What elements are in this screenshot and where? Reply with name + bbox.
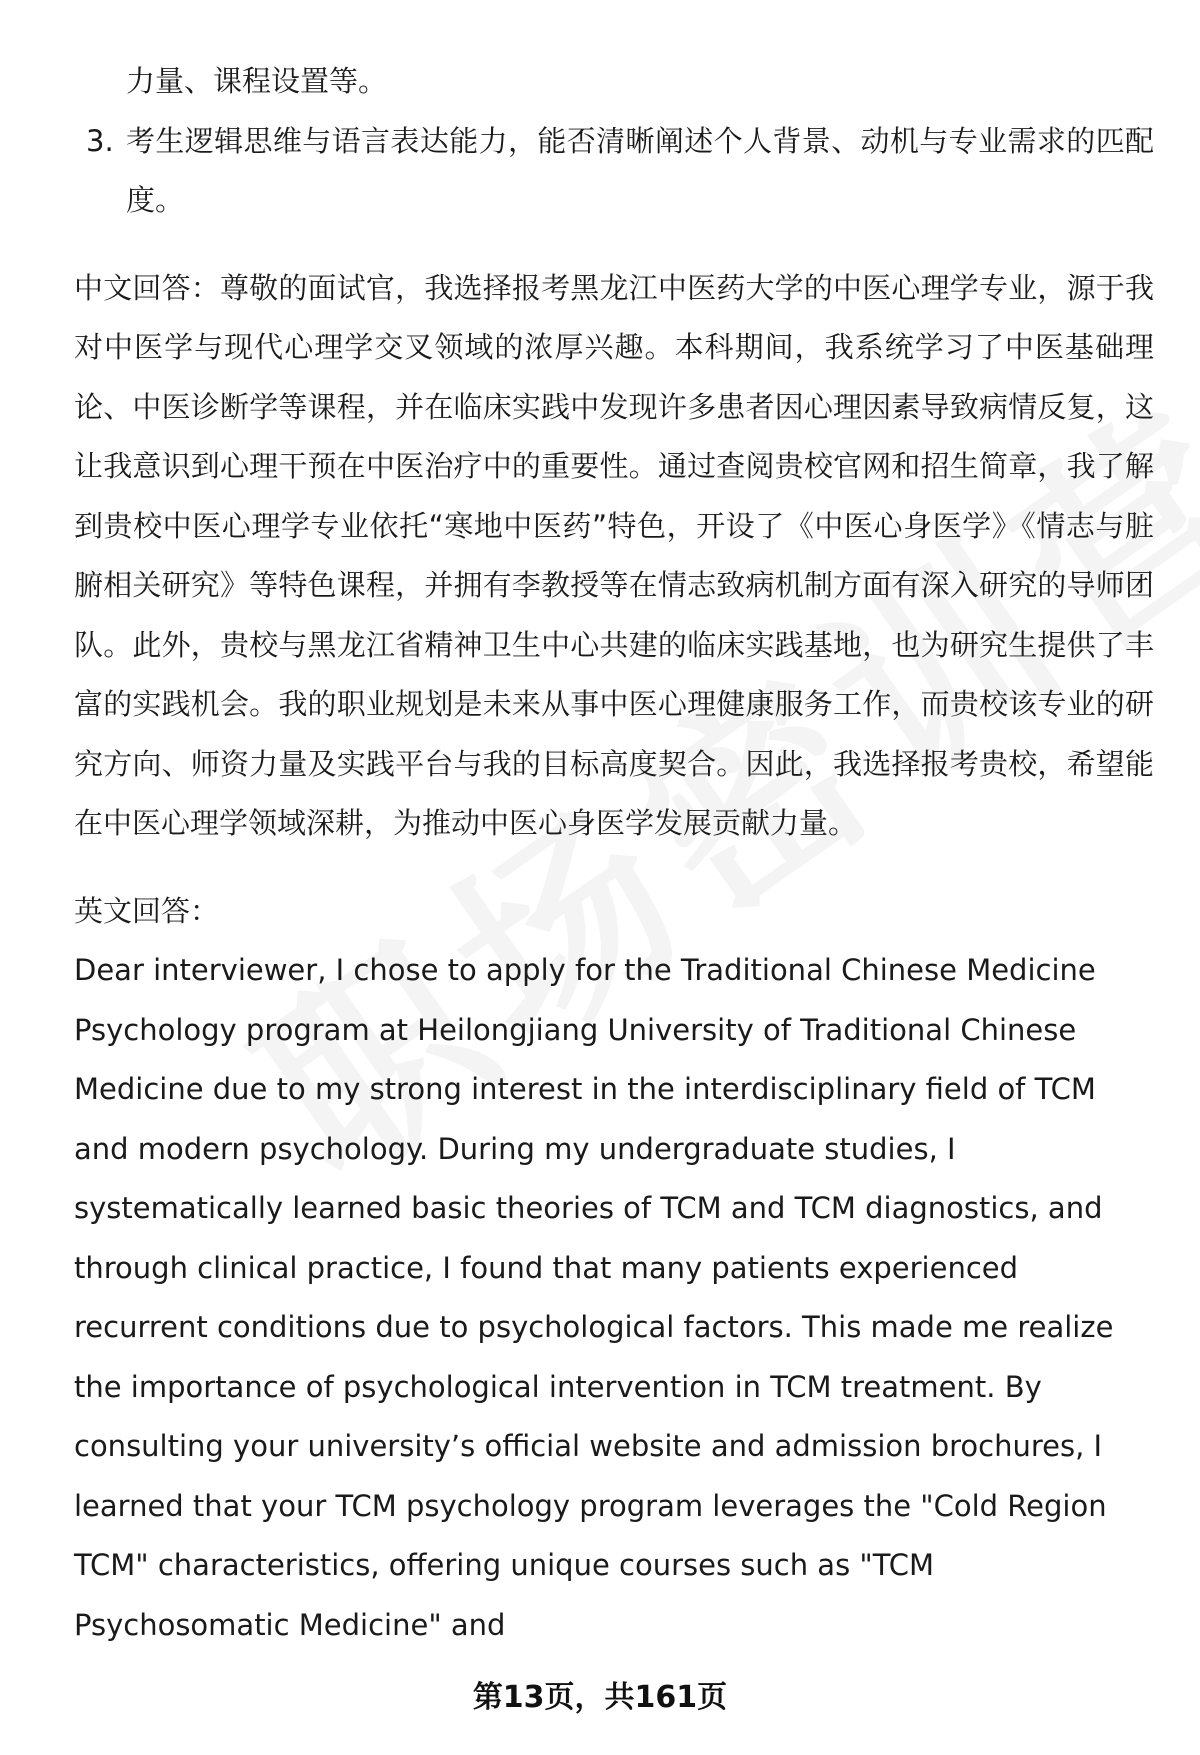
list-item-text: 考生逻辑思维与语言表达能力，能否清晰阐述个人背景、动机与专业需求的匹配度。 — [126, 123, 1154, 217]
chinese-answer-label: 中文回答： — [74, 270, 220, 305]
list-number: 3. — [86, 123, 114, 158]
english-answer-label: 英文回答： — [74, 893, 220, 928]
document-content — [74, 52, 1154, 1655]
page-number: 第13页，共161页 — [472, 1680, 728, 1715]
spacer — [74, 854, 1154, 882]
english-answer-text: Dear interviewer, I chose to apply for the Traditional Chinese Medicine Psychology program at Heilongjiang University of Traditional Chinese Medicine due to my strong interest in the interdisciplinary field of TCM and modern psychology. During my undergraduate studies, I systematically learned basic theories of TCM and TCM diagnostics, and through clinical practice, I found that many patients experienced recurrent conditions due to psychological factors. This made me realize the importance of psychological intervention in TCM treatment. By consulting your university’s official website and admission brochures, I learned that your TCM psychology program leverages the "Cold Region TCM" characteristics, offering unique courses such as "TCM Psychosomatic Medicine" and — [74, 953, 1114, 1642]
list-item-3 — [74, 112, 1154, 231]
spacer — [74, 231, 1154, 259]
chinese-answer-text: 尊敬的面试官，我选择报考黑龙江中医药大学的中医心理学专业，源于我对中医学与现代心理学交叉领域的浓厚兴趣。本科期间，我系统学习了中医基础理论、中医诊断学等课程，并在临床实践中发现许多患者因心理因素导致病情反复，这让我意识到心理干预在中医治疗中的重要性。通过查阅贵校官网和招生简章，我了解到贵校中医心理学专业依托“寒地中医药”特色，开设了《中医心身医学》《情志与脏腑相关研究》等特色课程，并拥有李教授等在情志致病机制方面有深入研究的导师团队。此外，贵校与黑龙江省精神卫生中心共建的临床实践基地，也为研究生提供了丰富的实践机会。我的职业规划是未来从事中医心理健康服务工作，而贵校该专业的研究方向、师资力量及实践平台与我的目标高度契合。因此，我选择报考贵校，希望能在中医心理学领域深耕，为推动中医心身医学发展贡献力量。 — [74, 270, 1154, 840]
list-item-2-continuation: 力量、课程设置等。 — [126, 64, 388, 98]
chinese-answer-paragraph — [74, 259, 1154, 854]
